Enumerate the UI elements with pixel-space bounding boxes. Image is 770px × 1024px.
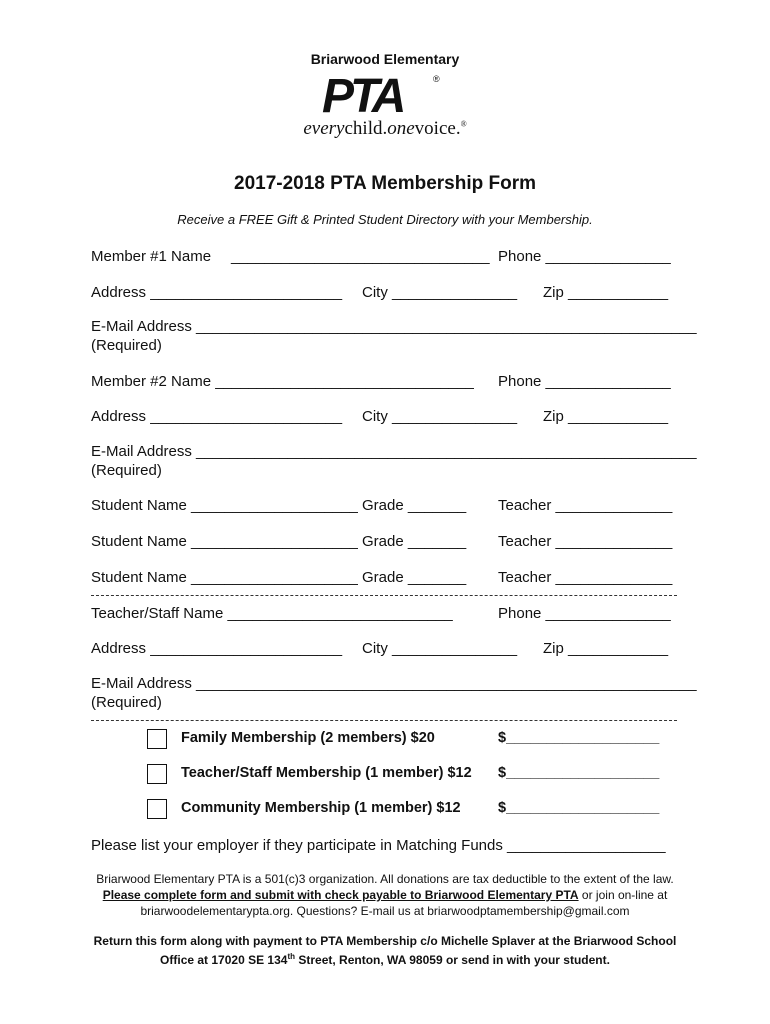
student3-teacher-field[interactable]: Teacher ______________ <box>498 569 673 586</box>
tagline-one: one <box>387 118 415 139</box>
staff-email-required: (Required) <box>91 694 162 711</box>
member1-email-required: (Required) <box>91 337 162 354</box>
student2-name-field[interactable]: Student Name ____________________ <box>91 533 358 550</box>
staff-city-field[interactable]: City _______________ <box>362 640 518 657</box>
note-part2: Please complete form and submit with check payable to Briarwood Elementary PTA <box>102 888 579 902</box>
member2-address-field[interactable]: Address _______________________ <box>91 408 343 425</box>
return-part2: Street, Renton, WA 98059 or send in with your student. <box>295 953 610 967</box>
tax-deductible-note <box>84 871 686 919</box>
staff-phone-field[interactable]: Phone _______________ <box>498 605 671 622</box>
member2-email-required: (Required) <box>91 462 162 479</box>
pta-logo-text: PTA <box>322 72 403 116</box>
student3-name-field[interactable]: Student Name ____________________ <box>91 569 358 586</box>
community-membership-checkbox[interactable] <box>147 799 167 819</box>
member1-email-field[interactable]: E-Mail Address ____________________________________________________________ <box>91 318 697 335</box>
member2-email-field[interactable]: E-Mail Address ____________________________________________________________ <box>91 443 697 460</box>
student1-name-field[interactable]: Student Name ____________________ <box>91 497 358 514</box>
community-membership-label: Community Membership (1 member) $12 <box>181 800 461 816</box>
return-part1: Return this form along with payment to PTA Membership c/o Michelle Splaver at the Briarwood School Office at 17020 SE 134 <box>93 934 677 967</box>
staff-membership-amount[interactable]: $___________________ <box>498 765 660 781</box>
family-membership-checkbox[interactable] <box>147 729 167 749</box>
staff-email-field[interactable]: E-Mail Address ____________________________________________________________ <box>91 675 697 692</box>
student1-teacher-field[interactable]: Teacher ______________ <box>498 497 673 514</box>
staff-address-field[interactable]: Address _______________________ <box>91 640 343 657</box>
member2-phone-field[interactable]: Phone _______________ <box>498 373 671 390</box>
pta-logo <box>322 72 448 121</box>
organization-name: Briarwood Elementary <box>310 51 460 67</box>
matching-funds-field[interactable]: Please list your employer if they participate in Matching Funds ___________________ <box>91 837 666 854</box>
family-membership-amount[interactable]: $___________________ <box>498 730 660 746</box>
member1-address-field[interactable]: Address _______________________ <box>91 284 343 301</box>
member2-zip-field[interactable]: Zip ____________ <box>543 408 669 425</box>
member2-name-field[interactable]: Member #2 Name _______________________________ <box>91 373 474 390</box>
member1-name-field[interactable]: _______________________________ <box>231 248 490 265</box>
form-title: 2017-2018 PTA Membership Form <box>234 173 536 194</box>
section-divider <box>91 720 677 721</box>
section-divider <box>91 595 677 596</box>
return-superscript: th <box>287 952 296 961</box>
staff-membership-checkbox[interactable] <box>147 764 167 784</box>
tagline-registered: ® <box>460 119 467 129</box>
note-part1: Briarwood Elementary PTA is a 501(c)3 organization. All donations are tax deductible to the extent of the law. <box>96 872 674 886</box>
registered-mark: ® <box>433 74 440 84</box>
student2-teacher-field[interactable]: Teacher ______________ <box>498 533 673 550</box>
student1-grade-field[interactable]: Grade _______ <box>362 497 467 514</box>
staff-membership-label: Teacher/Staff Membership (1 member) $12 <box>181 765 472 781</box>
student3-grade-field[interactable]: Grade _______ <box>362 569 467 586</box>
pta-logo-mark <box>322 72 448 116</box>
member1-name-label: Member #1 Name <box>91 248 212 265</box>
member2-city-field[interactable]: City _______________ <box>362 408 518 425</box>
tagline-voice: voice. <box>414 118 461 139</box>
tagline <box>0 118 770 140</box>
return-instructions <box>84 933 686 968</box>
family-membership-label: Family Membership (2 members) $20 <box>181 730 435 746</box>
member1-zip-field[interactable]: Zip ____________ <box>543 284 669 301</box>
note-part3: or join on-line at briarwoodelementarypta.org. Questions? E-mail us at briarwoodptamembership@gmail.com <box>140 888 668 918</box>
staff-name-field[interactable]: Teacher/Staff Name ___________________________ <box>91 605 453 622</box>
tagline-child: child. <box>344 118 388 139</box>
tagline-every: every <box>303 118 345 139</box>
student2-grade-field[interactable]: Grade _______ <box>362 533 467 550</box>
community-membership-amount[interactable]: $___________________ <box>498 800 660 816</box>
member1-phone-field[interactable]: Phone _______________ <box>498 248 671 265</box>
member1-city-field[interactable]: City _______________ <box>362 284 518 301</box>
form-subtitle: Receive a FREE Gift & Printed Student Directory with your Membership. <box>177 212 593 227</box>
staff-zip-field[interactable]: Zip ____________ <box>543 640 669 657</box>
